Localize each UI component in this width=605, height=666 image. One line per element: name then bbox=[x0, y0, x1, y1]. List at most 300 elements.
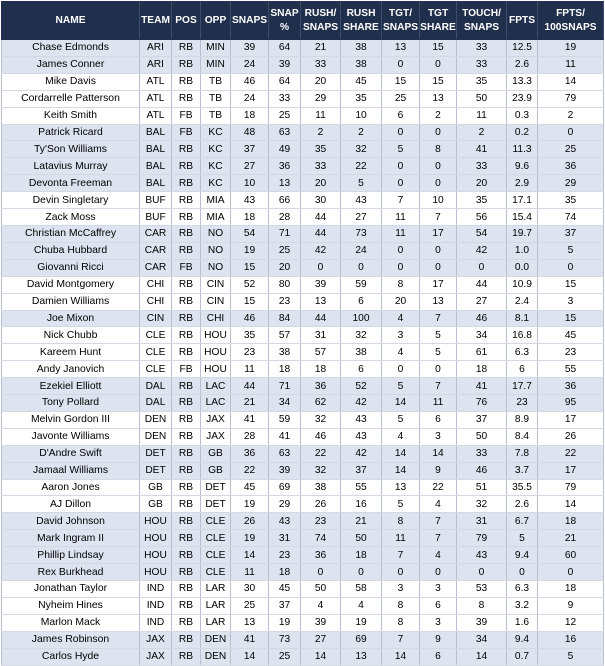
cell-snap-pct: 18 bbox=[269, 564, 301, 581]
cell-snap-pct: 73 bbox=[269, 631, 301, 648]
cell-fpts-per-100-snaps: 9 bbox=[538, 597, 604, 614]
cell-pos: RB bbox=[172, 310, 201, 327]
cell-name: Nyheim Hines bbox=[2, 597, 140, 614]
cell-name: Aaron Jones bbox=[2, 479, 140, 496]
cell-fpts-per-100-snaps: 26 bbox=[538, 428, 604, 445]
table-row bbox=[2, 56, 604, 73]
cell-touch-per-snaps: 33 bbox=[457, 40, 507, 57]
cell-tgt-share: 7 bbox=[420, 530, 457, 547]
cell-touch-per-snaps: 18 bbox=[457, 361, 507, 378]
header-row bbox=[2, 2, 604, 40]
cell-touch-per-snaps: 50 bbox=[457, 90, 507, 107]
cell-fpts-per-100-snaps: 79 bbox=[538, 90, 604, 107]
cell-fpts: 0.2 bbox=[507, 124, 538, 141]
cell-rush-share: 73 bbox=[341, 225, 382, 242]
cell-snap-pct: 71 bbox=[269, 378, 301, 395]
cell-tgt-share: 4 bbox=[420, 547, 457, 564]
cell-snap-pct: 59 bbox=[269, 411, 301, 428]
cell-snap-pct: 84 bbox=[269, 310, 301, 327]
cell-snaps: 54 bbox=[231, 225, 269, 242]
cell-fpts-per-100-snaps: 21 bbox=[538, 530, 604, 547]
cell-rush-per-snaps: 36 bbox=[301, 378, 341, 395]
cell-name: Christian McCaffrey bbox=[2, 225, 140, 242]
cell-touch-per-snaps: 31 bbox=[457, 513, 507, 530]
cell-snap-pct: 34 bbox=[269, 395, 301, 412]
cell-snap-pct: 64 bbox=[269, 73, 301, 90]
cell-tgt-per-snaps: 3 bbox=[382, 327, 420, 344]
cell-opp: NO bbox=[201, 242, 231, 259]
table-row bbox=[2, 158, 604, 175]
cell-snaps: 21 bbox=[231, 395, 269, 412]
cell-name: David Johnson bbox=[2, 513, 140, 530]
cell-fpts: 12.5 bbox=[507, 40, 538, 57]
cell-tgt-per-snaps: 5 bbox=[382, 496, 420, 513]
cell-rush-share: 10 bbox=[341, 107, 382, 124]
cell-tgt-per-snaps: 20 bbox=[382, 293, 420, 310]
cell-snap-pct: 31 bbox=[269, 530, 301, 547]
cell-tgt-per-snaps: 8 bbox=[382, 597, 420, 614]
cell-opp: JAX bbox=[201, 411, 231, 428]
cell-fpts-per-100-snaps: 11 bbox=[538, 56, 604, 73]
cell-rush-per-snaps: 39 bbox=[301, 276, 341, 293]
cell-tgt-share: 11 bbox=[420, 395, 457, 412]
cell-pos: RB bbox=[172, 175, 201, 192]
cell-rush-per-snaps: 26 bbox=[301, 496, 341, 513]
cell-touch-per-snaps: 0 bbox=[457, 259, 507, 276]
column-header-line2: SNAPS bbox=[382, 21, 419, 33]
table-row bbox=[2, 90, 604, 107]
column-header-fpts-per-100-snaps bbox=[538, 2, 604, 40]
cell-fpts: 6.7 bbox=[507, 513, 538, 530]
cell-rush-share: 16 bbox=[341, 496, 382, 513]
cell-tgt-per-snaps: 5 bbox=[382, 378, 420, 395]
cell-fpts: 16.8 bbox=[507, 327, 538, 344]
cell-name: Mark Ingram II bbox=[2, 530, 140, 547]
cell-rush-per-snaps: 35 bbox=[301, 141, 341, 158]
cell-team: IND bbox=[140, 614, 172, 631]
cell-touch-per-snaps: 33 bbox=[457, 56, 507, 73]
cell-rush-share: 43 bbox=[341, 192, 382, 209]
cell-fpts-per-100-snaps: 45 bbox=[538, 327, 604, 344]
cell-tgt-per-snaps: 13 bbox=[382, 479, 420, 496]
cell-snap-pct: 23 bbox=[269, 293, 301, 310]
cell-opp: CIN bbox=[201, 293, 231, 310]
cell-tgt-per-snaps: 14 bbox=[382, 395, 420, 412]
cell-team: IND bbox=[140, 597, 172, 614]
cell-tgt-per-snaps: 0 bbox=[382, 242, 420, 259]
cell-fpts-per-100-snaps: 2 bbox=[538, 107, 604, 124]
column-header-line2: SHARE bbox=[343, 21, 379, 33]
column-header-opp bbox=[201, 2, 231, 40]
cell-tgt-per-snaps: 7 bbox=[382, 547, 420, 564]
cell-fpts-per-100-snaps: 36 bbox=[538, 378, 604, 395]
cell-rush-per-snaps: 23 bbox=[301, 513, 341, 530]
cell-team: DET bbox=[140, 445, 172, 462]
cell-pos: FB bbox=[172, 361, 201, 378]
table-row bbox=[2, 192, 604, 209]
cell-tgt-per-snaps: 8 bbox=[382, 614, 420, 631]
cell-opp: GB bbox=[201, 462, 231, 479]
cell-snap-pct: 19 bbox=[269, 614, 301, 631]
cell-snaps: 14 bbox=[231, 648, 269, 665]
cell-tgt-per-snaps: 0 bbox=[382, 158, 420, 175]
column-header-touch-per-snaps bbox=[457, 2, 507, 40]
cell-tgt-share: 17 bbox=[420, 225, 457, 242]
table-row bbox=[2, 648, 604, 665]
cell-rush-per-snaps: 36 bbox=[301, 547, 341, 564]
cell-rush-per-snaps: 42 bbox=[301, 242, 341, 259]
cell-fpts-per-100-snaps: 60 bbox=[538, 547, 604, 564]
cell-pos: RB bbox=[172, 90, 201, 107]
column-header-tgt-share bbox=[420, 2, 457, 40]
cell-fpts-per-100-snaps: 79 bbox=[538, 479, 604, 496]
column-header-line2: SHARE bbox=[420, 21, 456, 33]
cell-team: HOU bbox=[140, 564, 172, 581]
cell-opp: LAR bbox=[201, 581, 231, 598]
cell-team: JAX bbox=[140, 631, 172, 648]
cell-opp: MIA bbox=[201, 192, 231, 209]
cell-tgt-per-snaps: 15 bbox=[382, 73, 420, 90]
table-row bbox=[2, 378, 604, 395]
cell-tgt-per-snaps: 14 bbox=[382, 462, 420, 479]
cell-fpts-per-100-snaps: 23 bbox=[538, 344, 604, 361]
cell-tgt-share: 5 bbox=[420, 327, 457, 344]
cell-pos: RB bbox=[172, 479, 201, 496]
table-row bbox=[2, 597, 604, 614]
cell-rush-share: 52 bbox=[341, 378, 382, 395]
cell-rush-share: 55 bbox=[341, 479, 382, 496]
cell-team: ARI bbox=[140, 56, 172, 73]
cell-touch-per-snaps: 61 bbox=[457, 344, 507, 361]
column-header-team bbox=[140, 2, 172, 40]
cell-team: BAL bbox=[140, 141, 172, 158]
cell-touch-per-snaps: 54 bbox=[457, 225, 507, 242]
cell-name: D'Andre Swift bbox=[2, 445, 140, 462]
table-row bbox=[2, 293, 604, 310]
cell-snaps: 13 bbox=[231, 614, 269, 631]
cell-fpts: 1.6 bbox=[507, 614, 538, 631]
column-header-tgt-per-snaps bbox=[382, 2, 420, 40]
cell-name: Phillip Lindsay bbox=[2, 547, 140, 564]
cell-fpts: 17.1 bbox=[507, 192, 538, 209]
cell-fpts-per-100-snaps: 0 bbox=[538, 259, 604, 276]
cell-name: Zack Moss bbox=[2, 209, 140, 226]
cell-fpts-per-100-snaps: 29 bbox=[538, 175, 604, 192]
cell-name: Damien Williams bbox=[2, 293, 140, 310]
cell-touch-per-snaps: 43 bbox=[457, 547, 507, 564]
cell-touch-per-snaps: 0 bbox=[457, 564, 507, 581]
cell-snaps: 44 bbox=[231, 378, 269, 395]
cell-snaps: 15 bbox=[231, 293, 269, 310]
cell-tgt-share: 22 bbox=[420, 479, 457, 496]
cell-opp: KC bbox=[201, 175, 231, 192]
cell-opp: KC bbox=[201, 141, 231, 158]
table-row bbox=[2, 564, 604, 581]
cell-touch-per-snaps: 56 bbox=[457, 209, 507, 226]
cell-fpts: 8.9 bbox=[507, 411, 538, 428]
cell-rush-share: 18 bbox=[341, 547, 382, 564]
column-header-name bbox=[2, 2, 140, 40]
cell-name: AJ Dillon bbox=[2, 496, 140, 513]
cell-touch-per-snaps: 37 bbox=[457, 411, 507, 428]
cell-snap-pct: 38 bbox=[269, 344, 301, 361]
cell-rush-per-snaps: 18 bbox=[301, 361, 341, 378]
cell-pos: RB bbox=[172, 496, 201, 513]
cell-opp: DEN bbox=[201, 648, 231, 665]
cell-touch-per-snaps: 2 bbox=[457, 124, 507, 141]
cell-tgt-per-snaps: 14 bbox=[382, 648, 420, 665]
cell-fpts: 2.4 bbox=[507, 293, 538, 310]
cell-team: DAL bbox=[140, 378, 172, 395]
cell-opp: LAC bbox=[201, 378, 231, 395]
cell-fpts-per-100-snaps: 55 bbox=[538, 361, 604, 378]
cell-opp: CLE bbox=[201, 530, 231, 547]
table-row bbox=[2, 395, 604, 412]
table-row bbox=[2, 141, 604, 158]
cell-snap-pct: 57 bbox=[269, 327, 301, 344]
cell-tgt-share: 6 bbox=[420, 411, 457, 428]
cell-snap-pct: 66 bbox=[269, 192, 301, 209]
cell-name: Joe Mixon bbox=[2, 310, 140, 327]
cell-tgt-share: 7 bbox=[420, 310, 457, 327]
cell-rush-per-snaps: 30 bbox=[301, 192, 341, 209]
cell-fpts-per-100-snaps: 14 bbox=[538, 73, 604, 90]
cell-rush-share: 6 bbox=[341, 293, 382, 310]
cell-fpts: 2.6 bbox=[507, 496, 538, 513]
cell-tgt-share: 0 bbox=[420, 361, 457, 378]
cell-fpts: 2.6 bbox=[507, 56, 538, 73]
cell-pos: FB bbox=[172, 259, 201, 276]
cell-touch-per-snaps: 34 bbox=[457, 631, 507, 648]
cell-pos: RB bbox=[172, 445, 201, 462]
cell-snaps: 52 bbox=[231, 276, 269, 293]
table-row bbox=[2, 107, 604, 124]
column-header-line1: SNAP bbox=[270, 7, 299, 19]
cell-rush-share: 38 bbox=[341, 40, 382, 57]
cell-opp: LAR bbox=[201, 614, 231, 631]
cell-rush-share: 2 bbox=[341, 124, 382, 141]
cell-snap-pct: 28 bbox=[269, 209, 301, 226]
cell-name: Patrick Ricard bbox=[2, 124, 140, 141]
cell-fpts: 0.7 bbox=[507, 648, 538, 665]
cell-fpts: 23.9 bbox=[507, 90, 538, 107]
cell-opp: TB bbox=[201, 107, 231, 124]
cell-tgt-per-snaps: 7 bbox=[382, 192, 420, 209]
cell-team: HOU bbox=[140, 530, 172, 547]
cell-snaps: 46 bbox=[231, 73, 269, 90]
cell-snaps: 23 bbox=[231, 344, 269, 361]
cell-rush-per-snaps: 2 bbox=[301, 124, 341, 141]
cell-pos: RB bbox=[172, 462, 201, 479]
cell-rush-share: 43 bbox=[341, 428, 382, 445]
cell-fpts-per-100-snaps: 37 bbox=[538, 225, 604, 242]
cell-rush-share: 100 bbox=[341, 310, 382, 327]
column-header-line1: TEAM bbox=[141, 14, 170, 26]
cell-rush-per-snaps: 29 bbox=[301, 90, 341, 107]
cell-rush-share: 0 bbox=[341, 564, 382, 581]
column-header-line1: NAME bbox=[55, 14, 86, 26]
column-header-line1: FPTS/ bbox=[556, 7, 585, 19]
column-header-line2: SNAPS bbox=[463, 21, 500, 33]
cell-name: Tony Pollard bbox=[2, 395, 140, 412]
cell-rush-per-snaps: 33 bbox=[301, 56, 341, 73]
table-row bbox=[2, 175, 604, 192]
cell-team: BAL bbox=[140, 158, 172, 175]
cell-snap-pct: 36 bbox=[269, 158, 301, 175]
cell-fpts: 9.4 bbox=[507, 547, 538, 564]
cell-snaps: 24 bbox=[231, 90, 269, 107]
table-row bbox=[2, 327, 604, 344]
cell-team: CLE bbox=[140, 361, 172, 378]
cell-snap-pct: 25 bbox=[269, 648, 301, 665]
cell-tgt-share: 17 bbox=[420, 276, 457, 293]
cell-name: Rex Burkhead bbox=[2, 564, 140, 581]
cell-touch-per-snaps: 39 bbox=[457, 614, 507, 631]
cell-rush-share: 38 bbox=[341, 344, 382, 361]
cell-team: CHI bbox=[140, 293, 172, 310]
cell-tgt-per-snaps: 7 bbox=[382, 631, 420, 648]
cell-name: James Conner bbox=[2, 56, 140, 73]
cell-rush-share: 6 bbox=[341, 361, 382, 378]
cell-tgt-per-snaps: 25 bbox=[382, 90, 420, 107]
cell-tgt-per-snaps: 0 bbox=[382, 361, 420, 378]
table-row bbox=[2, 445, 604, 462]
cell-snaps: 11 bbox=[231, 564, 269, 581]
cell-name: David Montgomery bbox=[2, 276, 140, 293]
column-header-line2: % bbox=[279, 21, 290, 33]
cell-snaps: 36 bbox=[231, 445, 269, 462]
cell-name: Latavius Murray bbox=[2, 158, 140, 175]
cell-rush-per-snaps: 20 bbox=[301, 73, 341, 90]
cell-tgt-per-snaps: 5 bbox=[382, 411, 420, 428]
cell-rush-share: 21 bbox=[341, 513, 382, 530]
cell-snaps: 48 bbox=[231, 124, 269, 141]
cell-snap-pct: 41 bbox=[269, 428, 301, 445]
column-header-line1: RUSH/ bbox=[304, 7, 337, 19]
cell-rush-per-snaps: 39 bbox=[301, 614, 341, 631]
column-header-rush-per-snaps bbox=[301, 2, 341, 40]
cell-rush-share: 27 bbox=[341, 209, 382, 226]
cell-rush-share: 19 bbox=[341, 614, 382, 631]
column-header-line1: TGT bbox=[427, 7, 449, 19]
cell-tgt-per-snaps: 5 bbox=[382, 141, 420, 158]
cell-fpts-per-100-snaps: 15 bbox=[538, 310, 604, 327]
cell-name: Chase Edmonds bbox=[2, 40, 140, 57]
cell-fpts-per-100-snaps: 35 bbox=[538, 192, 604, 209]
cell-team: HOU bbox=[140, 547, 172, 564]
table-row bbox=[2, 530, 604, 547]
cell-snaps: 39 bbox=[231, 40, 269, 57]
cell-touch-per-snaps: 44 bbox=[457, 276, 507, 293]
cell-fpts: 5 bbox=[507, 530, 538, 547]
cell-fpts-per-100-snaps: 19 bbox=[538, 40, 604, 57]
cell-fpts: 9.4 bbox=[507, 631, 538, 648]
cell-opp: DEN bbox=[201, 631, 231, 648]
cell-rush-share: 59 bbox=[341, 276, 382, 293]
cell-fpts-per-100-snaps: 18 bbox=[538, 581, 604, 598]
cell-rush-per-snaps: 14 bbox=[301, 648, 341, 665]
cell-fpts: 35.5 bbox=[507, 479, 538, 496]
cell-snaps: 10 bbox=[231, 175, 269, 192]
cell-pos: RB bbox=[172, 395, 201, 412]
cell-rush-per-snaps: 50 bbox=[301, 581, 341, 598]
cell-tgt-per-snaps: 14 bbox=[382, 445, 420, 462]
cell-opp: DET bbox=[201, 496, 231, 513]
cell-name: Devin Singletary bbox=[2, 192, 140, 209]
cell-rush-share: 24 bbox=[341, 242, 382, 259]
cell-tgt-share: 4 bbox=[420, 496, 457, 513]
cell-fpts: 8.4 bbox=[507, 428, 538, 445]
cell-snaps: 18 bbox=[231, 107, 269, 124]
cell-rush-share: 0 bbox=[341, 259, 382, 276]
cell-rush-per-snaps: 20 bbox=[301, 175, 341, 192]
cell-pos: RB bbox=[172, 614, 201, 631]
cell-opp: CHI bbox=[201, 310, 231, 327]
cell-snap-pct: 71 bbox=[269, 225, 301, 242]
cell-snap-pct: 63 bbox=[269, 124, 301, 141]
cell-snaps: 35 bbox=[231, 327, 269, 344]
cell-fpts-per-100-snaps: 17 bbox=[538, 462, 604, 479]
table-row bbox=[2, 462, 604, 479]
cell-rush-per-snaps: 46 bbox=[301, 428, 341, 445]
cell-name: Ty'Son Williams bbox=[2, 141, 140, 158]
cell-snaps: 30 bbox=[231, 581, 269, 598]
cell-team: DEN bbox=[140, 411, 172, 428]
cell-rush-share: 50 bbox=[341, 530, 382, 547]
cell-fpts: 13.3 bbox=[507, 73, 538, 90]
column-header-rush-share bbox=[341, 2, 382, 40]
cell-tgt-per-snaps: 4 bbox=[382, 310, 420, 327]
cell-snaps: 45 bbox=[231, 479, 269, 496]
cell-snap-pct: 13 bbox=[269, 175, 301, 192]
cell-fpts: 6.3 bbox=[507, 581, 538, 598]
cell-tgt-share: 13 bbox=[420, 90, 457, 107]
cell-fpts-per-100-snaps: 0 bbox=[538, 124, 604, 141]
cell-name: Javonte Williams bbox=[2, 428, 140, 445]
column-header-line1: SNAPS bbox=[231, 14, 268, 26]
cell-snap-pct: 49 bbox=[269, 141, 301, 158]
cell-tgt-per-snaps: 11 bbox=[382, 225, 420, 242]
cell-tgt-per-snaps: 8 bbox=[382, 276, 420, 293]
cell-touch-per-snaps: 41 bbox=[457, 378, 507, 395]
cell-fpts-per-100-snaps: 22 bbox=[538, 445, 604, 462]
table-row bbox=[2, 631, 604, 648]
cell-touch-per-snaps: 50 bbox=[457, 428, 507, 445]
cell-snap-pct: 69 bbox=[269, 479, 301, 496]
cell-opp: CLE bbox=[201, 513, 231, 530]
column-header-line1: TOUCH/ bbox=[462, 7, 501, 19]
cell-rush-share: 4 bbox=[341, 597, 382, 614]
cell-fpts-per-100-snaps: 74 bbox=[538, 209, 604, 226]
cell-rush-per-snaps: 74 bbox=[301, 530, 341, 547]
cell-pos: RB bbox=[172, 158, 201, 175]
cell-rush-per-snaps: 11 bbox=[301, 107, 341, 124]
cell-snaps: 14 bbox=[231, 547, 269, 564]
cell-tgt-share: 15 bbox=[420, 40, 457, 57]
cell-name: Kareem Hunt bbox=[2, 344, 140, 361]
cell-tgt-share: 0 bbox=[420, 242, 457, 259]
cell-snaps: 25 bbox=[231, 597, 269, 614]
table-row bbox=[2, 310, 604, 327]
cell-opp: GB bbox=[201, 445, 231, 462]
table-row bbox=[2, 496, 604, 513]
cell-fpts-per-100-snaps: 95 bbox=[538, 395, 604, 412]
cell-team: GB bbox=[140, 479, 172, 496]
cell-rush-per-snaps: 0 bbox=[301, 564, 341, 581]
cell-tgt-share: 9 bbox=[420, 462, 457, 479]
table-row bbox=[2, 411, 604, 428]
cell-opp: KC bbox=[201, 158, 231, 175]
